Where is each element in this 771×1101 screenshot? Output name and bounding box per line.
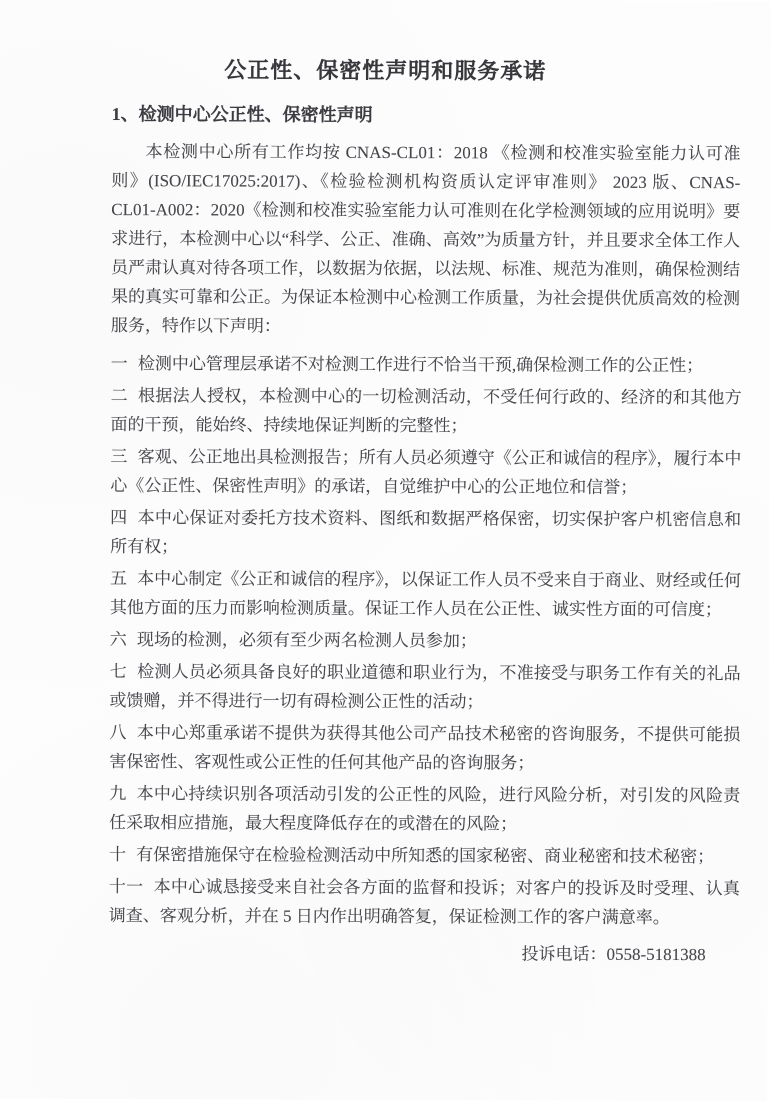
declaration-text: 检测中心管理层承诺不对检测工作进行不恰当干预,确保检测工作的公正性； <box>137 354 704 376</box>
declaration-number: 八 <box>109 723 127 743</box>
declaration-item <box>109 840 740 871</box>
declaration-number: 二 <box>110 386 128 406</box>
document-title: 公正性、保密性声明和服务承诺 <box>224 57 547 84</box>
declaration-number: 四 <box>110 508 128 528</box>
declaration-item <box>111 349 742 380</box>
declaration-number: 九 <box>109 784 127 804</box>
declaration-list <box>109 349 742 932</box>
declaration-item <box>110 657 741 717</box>
declaration-item <box>110 442 741 502</box>
declaration-text: 本中心诚恳接受来自社会各方面的监督和投诉；对客户的投诉及时受理、认真调查、客观分析，并在 5 日内作出明确答复，保证检测工作的客户满意率。 <box>108 877 740 927</box>
declaration-item <box>110 381 741 441</box>
declaration-item <box>109 872 740 932</box>
intro-paragraph: 本检测中心所有工作均按 CNAS-CL01：2018 《检测和校准实验室能力认可准则》(ISO/IEC17025:2017)、《检验检测机构资质认定评审准则》 2023 版、CNAS-CL01-A002：2020《检测和校准实验室能力认可准则在化学检测领域的应用说明》要求进行，本检测中心以“科学、公正、准确、高效”为质量方针，并且要求全体工作人员严肃认真对待各项工作，以数据为依据，以法规、标准、规范为准则，确保检测结果的真实可靠和公正。为保证本检测中心检测工作质量，为社会提供优质高效的检测服务，特作以下声明： <box>110 142 741 336</box>
declaration-text: 根据法人授权，本检测中心的一切检测活动，不受任何行政的、经济的和其他方面的干预，能始终、持续地保证判断的完整性； <box>110 386 742 436</box>
phone-label: 投诉电话： <box>521 944 607 964</box>
declaration-number: 十 <box>108 845 127 865</box>
declaration-text: 有保密措施保守在检验检测活动中所知悉的国家秘密、商业秘密和技术秘密； <box>136 845 715 867</box>
declaration-number: 五 <box>109 569 128 589</box>
declaration-number: 三 <box>110 447 128 467</box>
declaration-text: 客观、公正地出具检测报告；所有人员必须遵守《公正和诚信的程序》，履行本中心《公正性、保密性声明》的承诺，自觉维护中心的公正地位和信誉； <box>110 447 742 497</box>
declaration-text: 检测人员必须具备良好的职业道德和职业行为，不准接受与职务工作有关的礼品或馈赠，并不得进行一切有碍检测公正性的活动； <box>109 662 741 712</box>
section-heading: 1、检测中心公正性、保密性声明 <box>111 104 373 125</box>
declaration-text: 现场的检测，必须有至少两名检测人员参加； <box>136 630 477 651</box>
phone-number: 0558-5181388 <box>606 944 706 965</box>
declaration-item <box>110 503 741 563</box>
declaration-text: 本中心制定《公正和诚信的程序》，以保证工作人员不受来自于商业、财经或任何其他方面的压力而影响检测质量。保证工作人员在公正性、诚实性方面的可信度； <box>109 569 742 620</box>
declaration-item <box>110 564 741 624</box>
declaration-number: 七 <box>109 662 127 682</box>
declaration-number: 一 <box>110 354 128 374</box>
declaration-item <box>109 718 740 778</box>
declaration-number: 十一 <box>108 877 144 897</box>
declaration-text: 本中心郑重承诺不提供为获得其他公司产品技术秘密的咨询服务，不提供可能损害保密性、客观性或公正性的任何其他产品的咨询服务； <box>109 723 741 773</box>
declaration-text: 本中心持续识别各项活动引发的公正性的风险，进行风险分析，对引发的风险责任采取相应措施，最大程度降低存在的或潜在的风险； <box>109 784 741 834</box>
declaration-text: 本中心保证对委托方技术资料、图纸和数据严格保密，切实保护客户机密信息和所有权； <box>110 508 742 557</box>
declaration-item <box>109 779 740 839</box>
complaint-phone-line <box>0 938 706 969</box>
declaration-number: 六 <box>109 630 127 650</box>
declaration-item <box>110 625 741 656</box>
